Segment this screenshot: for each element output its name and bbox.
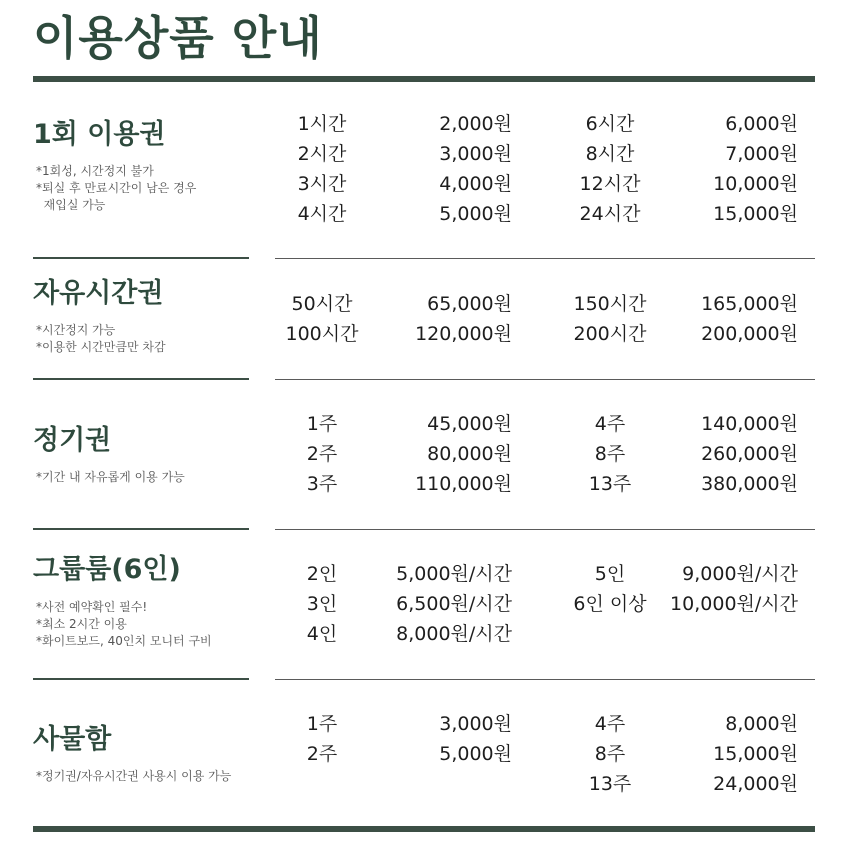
option-price: 15,000원: [713, 743, 798, 765]
option-price: 10,000원: [713, 173, 798, 195]
option-price: 380,000원: [701, 473, 798, 495]
option-label: 1주: [306, 413, 338, 435]
option-price: 8,000원: [725, 713, 798, 735]
option-label: 150시간: [573, 293, 647, 315]
price-row: [0, 439, 859, 469]
note: *사전 예약확인 필수!: [36, 600, 148, 614]
section-divider-left: [33, 378, 249, 380]
option-price: 9,000원/시간: [682, 563, 798, 585]
note: *정기권/자유시간권 사용시 이용 가능: [36, 769, 232, 783]
option-label: 100시간: [285, 323, 359, 345]
price-row: [0, 739, 859, 769]
note: *퇴실 후 만료시간이 남은 경우: [36, 181, 197, 195]
section-divider-left: [33, 528, 249, 530]
option-price: 5,000원: [439, 203, 512, 225]
option-label: 2주: [306, 443, 338, 465]
option-label: 3인: [306, 593, 338, 615]
option-price: 110,000원: [415, 473, 512, 495]
section-divider-right: [275, 529, 815, 530]
section-divider-left: [33, 678, 249, 680]
section-divider-right: [275, 258, 815, 259]
price-row: [0, 589, 859, 619]
option-price: 45,000원: [427, 413, 512, 435]
option-price: 140,000원: [701, 413, 798, 435]
option-price: 3,000원: [439, 143, 512, 165]
page-title: 이용상품 안내: [33, 11, 323, 65]
option-label: 8주: [594, 743, 626, 765]
option-price: 24,000원: [713, 773, 798, 795]
option-price: 15,000원: [713, 203, 798, 225]
section-divider-right: [275, 679, 815, 680]
section-title-locker: 사물함: [33, 724, 112, 755]
option-label: 6시간: [585, 113, 635, 135]
option-price: 5,000원: [439, 743, 512, 765]
option-label: 5인: [594, 563, 626, 585]
option-price: 4,000원: [439, 173, 512, 195]
note: *1회성, 시간정지 불가: [36, 164, 154, 178]
price-row: [0, 139, 859, 169]
option-price: 2,000원: [439, 113, 512, 135]
note: *시간정지 가능: [36, 323, 116, 337]
top-divider: [33, 76, 815, 82]
option-label: 4시간: [297, 203, 347, 225]
option-price: 8,000원/시간: [396, 623, 512, 645]
option-price: 3,000원: [439, 713, 512, 735]
price-row: [0, 109, 859, 139]
option-label: 8주: [594, 443, 626, 465]
price-row: [0, 319, 859, 349]
option-label: 2시간: [297, 143, 347, 165]
option-label: 24시간: [579, 203, 641, 225]
section-divider-left: [33, 257, 249, 259]
option-label: 2주: [306, 743, 338, 765]
option-price: 200,000원: [701, 323, 798, 345]
option-label: 50시간: [291, 293, 353, 315]
note: *기간 내 자유롭게 이용 가능: [36, 470, 185, 484]
price-row: [0, 199, 859, 229]
note: 재입실 가능: [36, 198, 106, 212]
section-title-group-room: 그룹룸(6인): [33, 554, 181, 585]
bottom-divider: [33, 826, 815, 832]
section-title-season-pass: 정기권: [33, 425, 112, 456]
price-row: [0, 289, 859, 319]
option-label: 13주: [588, 473, 632, 495]
option-label: 12시간: [579, 173, 641, 195]
note: *화이트보드, 40인치 모니터 구비: [36, 634, 212, 648]
section-title-free-time-pass: 자유시간권: [33, 278, 164, 309]
option-label: 1시간: [297, 113, 347, 135]
option-price: 6,000원: [725, 113, 798, 135]
price-row: [0, 619, 859, 649]
price-row: [0, 559, 859, 589]
section-divider-right: [275, 379, 815, 380]
option-label: 8시간: [585, 143, 635, 165]
price-row: [0, 169, 859, 199]
option-price: 10,000원/시간: [670, 593, 798, 615]
note: *최소 2시간 이용: [36, 617, 127, 631]
option-price: 6,500원/시간: [396, 593, 512, 615]
option-label: 4주: [594, 713, 626, 735]
option-label: 6인 이상: [573, 593, 647, 615]
price-row: [0, 769, 859, 799]
option-price: 80,000원: [427, 443, 512, 465]
option-price: 260,000원: [701, 443, 798, 465]
option-price: 165,000원: [701, 293, 798, 315]
note: *이용한 시간만큼만 차감: [36, 340, 166, 354]
option-price: 120,000원: [415, 323, 512, 345]
price-row: [0, 709, 859, 739]
option-label: 3시간: [297, 173, 347, 195]
option-label: 200시간: [573, 323, 647, 345]
option-price: 65,000원: [427, 293, 512, 315]
option-price: 7,000원: [725, 143, 798, 165]
option-label: 4인: [306, 623, 338, 645]
section-title-single-pass: 1회 이용권: [33, 119, 166, 150]
price-row: [0, 469, 859, 499]
option-label: 2인: [306, 563, 338, 585]
option-price: 5,000원/시간: [396, 563, 512, 585]
option-label: 1주: [306, 713, 338, 735]
option-label: 4주: [594, 413, 626, 435]
option-label: 3주: [306, 473, 338, 495]
option-label: 13주: [588, 773, 632, 795]
price-row: [0, 409, 859, 439]
